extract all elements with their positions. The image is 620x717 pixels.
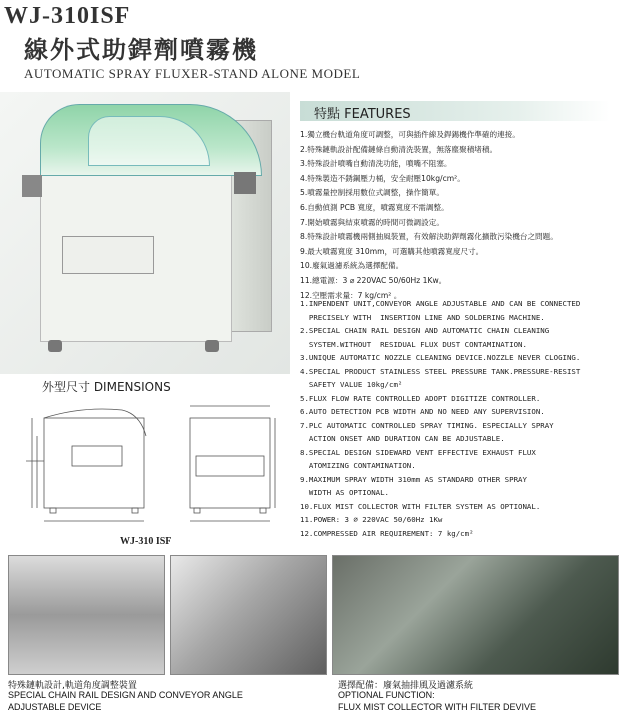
feature-zh-item: 6.自動偵測 PCB 寬度，噴霧寬度不需調整。 bbox=[300, 202, 449, 212]
machine-foot-right bbox=[205, 340, 219, 352]
caption-photo3-en-line2: FLUX MIST COLLECTOR WITH FILTER DEVIVE bbox=[338, 702, 537, 712]
features-heading: 特點 FEATURES bbox=[314, 107, 411, 122]
feature-en-line: 11.POWER: 3 ⌀ 220VAC 50/60Hz 1Kw bbox=[300, 515, 443, 524]
title-english: AUTOMATIC SPRAY FLUXER-STAND ALONE MODEL bbox=[24, 66, 361, 81]
conveyor-angle-photo bbox=[170, 555, 327, 675]
feature-en-line: 10.FLUX MIST COLLECTOR WITH FILTER SYSTEM AS OPTIONAL. bbox=[300, 501, 541, 511]
feature-en-line: WIDTH AS OPTIONAL. bbox=[300, 488, 389, 497]
caption-photo3-zh: 選擇配備：廢氣抽排風及過濾系統 bbox=[338, 681, 474, 691]
conveyor-inlet bbox=[22, 175, 42, 197]
feature-zh-item: 7.開始噴霧與結束噴霧的時間可微調設定。 bbox=[300, 217, 444, 227]
feature-en-line: 7.PLC AUTOMATIC CONTROLLED SPRAY TIMING. ESPECIALLY SPRAY bbox=[300, 420, 554, 430]
features-list-english bbox=[300, 297, 618, 540]
feature-en-line: 8.SPECIAL DESIGN SIDEWARD VENT EFFECTIVE EXHAUST FLUX bbox=[300, 447, 536, 457]
feature-en-line: SAFETY VALUE 10kg/cm² bbox=[300, 380, 403, 389]
feature-zh-item: 8.特殊設計噴霧機兩側抽風裝置，有效解決助銲劑霧化擴散污染機台之問題。 bbox=[300, 232, 558, 242]
feature-zh-item: 10.廢氣過濾系統為選擇配備。 bbox=[300, 261, 404, 271]
drawing-model-label: WJ-310 ISF bbox=[120, 536, 172, 547]
caption-photo3-en-line1: OPTIONAL FUNCTION: bbox=[338, 690, 435, 700]
feature-en-line: 12.COMPRESSED AIR REQUIREMENT: 7 kg/cm² bbox=[300, 528, 474, 538]
caption-photo1-en-line1: SPECIAL CHAIN RAIL DESIGN AND CONVEYOR ANGLE bbox=[8, 690, 243, 700]
feature-zh-item: 1.獨立機台軌道角度可調整，可與插件線及銲錫機作準確的連接。 bbox=[300, 130, 520, 139]
dimension-drawing-side bbox=[180, 396, 280, 531]
mist-collector-photo bbox=[332, 555, 619, 675]
machine-access-panel bbox=[62, 236, 154, 274]
feature-zh-item: 12.空壓需求量：7 kg/cm² 。 bbox=[300, 290, 402, 300]
feature-en-line: ATOMIZING CONTAMINATION. bbox=[300, 461, 416, 470]
feature-en-line: 4.SPECIAL PRODUCT STAINLESS STEEL PRESSURE TANK.PRESSURE-RESIST bbox=[300, 366, 581, 376]
caption-photo1-en-line2: ADJUSTABLE DEVICE bbox=[8, 702, 102, 712]
feature-en-line: 1.INPENDENT UNIT,CONVEYOR ANGLE ADJUSTABLE AND CAN BE CONNECTED bbox=[300, 299, 581, 308]
feature-en-line: 6.AUTO DETECTION PCB WIDTH AND NO NEED ANY SUPERVISION. bbox=[300, 407, 545, 416]
features-heading-bar bbox=[300, 101, 610, 121]
machine-foot-left bbox=[48, 340, 62, 352]
feature-en-line: 9.MAXIMUM SPRAY WIDTH 310mm AS STANDARD OTHER SPRAY bbox=[300, 474, 527, 484]
caption-photo1-zh: 特殊鏈軌設計,軌道角度調整裝置 bbox=[8, 681, 137, 691]
conveyor-outlet bbox=[234, 172, 256, 194]
feature-en-line: PRECISELY WITH INSERTION LINE AND SOLDERING MACHINE. bbox=[300, 312, 545, 322]
model-number: WJ-310ISF bbox=[4, 3, 131, 29]
dimensions-heading: 外型尺寸 DIMENSIONS bbox=[42, 380, 171, 394]
features-list-chinese bbox=[300, 128, 618, 303]
feature-zh-item: 11.總電源：3 ⌀ 220VAC 50/60Hz 1Kw。 bbox=[300, 275, 447, 285]
title-chinese: 線外式助銲劑噴霧機 bbox=[24, 36, 258, 64]
feature-en-line: 2.SPECIAL CHAIN RAIL DESIGN AND AUTOMATIC CHAIN CLEANING bbox=[300, 326, 550, 335]
feature-zh-item: 9.最大噴霧寬度 310mm，可選購其他噴霧寬度尺寸。 bbox=[300, 246, 484, 256]
chain-rail-photo bbox=[8, 555, 165, 675]
feature-en-line: 3.UNIQUE AUTOMATIC NOZZLE CLEANING DEVICE.NOZZLE NEVER CLOGING. bbox=[300, 353, 581, 362]
feature-en-line: SYSTEM.WITHOUT RESIDUAL FLUX DUST CONTAMINATION. bbox=[300, 339, 527, 349]
feature-zh-item: 2.特殊鏈軌設計配備鏈條自動清洗裝置，無落塵聚積堵積。 bbox=[300, 144, 498, 154]
feature-zh-item: 5.噴霧量控制採用數位式調整，操作簡單。 bbox=[300, 188, 444, 198]
feature-zh-item: 3.特殊設計噴嘴自動清洗功能，噴嘴不阻塞。 bbox=[300, 159, 452, 169]
feature-zh-item: 4.特殊製造不銹鋼壓力桶，安全耐壓10kg/cm²。 bbox=[300, 173, 465, 183]
dimension-drawing-front bbox=[22, 396, 172, 531]
feature-en-line: ACTION ONSET AND DURATION CAN BE ADJUSTABLE. bbox=[300, 434, 505, 443]
feature-en-line: 5.FLUX FLOW RATE CONTROLLED ADOPT DIGITIZE CONTROLLER. bbox=[300, 393, 541, 403]
